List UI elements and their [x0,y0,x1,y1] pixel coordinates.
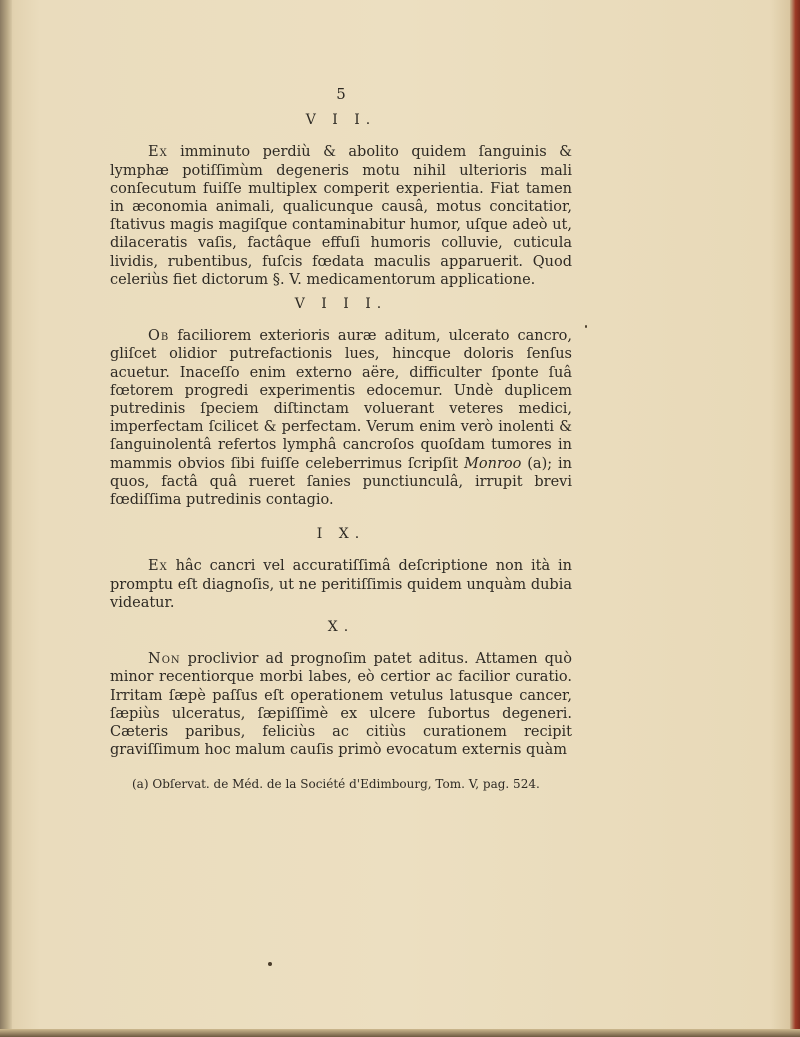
paragraph-lead-word: Non [148,651,181,668]
paragraph-ix [110,557,572,612]
footnote [110,776,572,792]
paper-speck [585,325,587,328]
footnote-text: Obſervat. de Méd. de la Société d'Edimbourg, Tom. V, pag. 524. [152,776,540,791]
page-right-edge [790,0,800,1037]
paragraph-viii [110,327,572,509]
paragraph-x [110,650,572,759]
page-number: 5 [336,85,346,103]
footnote-mark: (a) [132,776,149,791]
main-text [110,85,572,804]
paragraph-lead-word: Ex [148,558,168,575]
footnote-reference: (a) [527,455,548,472]
paragraph-text: proclivior ad prognoſim patet aditus. Attamen quò minor recentiorque morbi labes, eò certior ac facilior curatio. Irritam ſæpè paſſus eſt operationem vetulus latusque cancer, ſæpiùs ulceratus, ſæpiſſimè ex ulcere ſubortus degeneri. Cæteris paribus, feliciùs ac citiùs curationem recipit graviſſimum hoc malum cauſis primò evocatum externis quàm [110,651,573,759]
paragraph-text: hâc cancri vel accuratiſſimâ deſcriptione non ità in promptu eſt diagnoſis, ut ne peritiſſimis quidem unquàm dubia videatur. [110,558,572,611]
section-heading-vii: V I I. [305,112,377,129]
paragraph-vii [110,143,572,289]
paragraph-lead-word: Ob [148,328,170,345]
section-heading-ix: I X. [316,526,366,543]
section-heading-x: X. [327,619,355,636]
paragraph-text: imminuto perdiù & abolito quidem ſanguinis & lymphæ potiſſimùm degeneris motu nihil ulterioris mali conſecutum fuiſſe multiplex comperit experientia. Fiat tamen in æconomia animali, qualicunque causâ, motus concitatior, ſtativus magis magiſque contaminabitur humor, uſque adeò ut, dilaceratis vaſis, factâque effuſi humoris colluvie, cuticula lividis, rubentibus, fuſcis fœdata maculis apparuerit. Quod celeriùs fiet dictorum §. V. medicamentorum applicatione. [110,144,572,288]
page-binding-edge [0,0,12,1037]
paragraph-text-continued: ; in quos, factâ quâ rueret ſanies punctiunculâ, irrupit brevi fœdiſſima putredinis contagio. [110,455,573,509]
paragraph-lead-word: Ex [148,144,168,161]
cited-author: Monroo [464,455,522,472]
page-bottom-edge [0,1029,800,1037]
paper-speck [268,962,272,966]
section-heading-viii: V I I I. [294,296,388,313]
paragraph-text: faciliorem exterioris auræ aditum, ulcerato cancro, gliſcet olidior putrefactionis lues, hincque doloris ſenſus acuetur. Inaceſſo enim externo aëre, difficulter ſponte ſuâ fœtorem progredi experimentis edocemur. Undè duplicem putredinis ſpeciem diſtinctam voluerant veteres medici, imperfectam ſcilicet & perfectam. Verum enim verò inolenti & ſanguinolentâ refertos lymphâ cancroſos quoſdam tumores in mammis obvios ſibi fuiſſe celeberrimus ſcripſit [110,328,573,472]
